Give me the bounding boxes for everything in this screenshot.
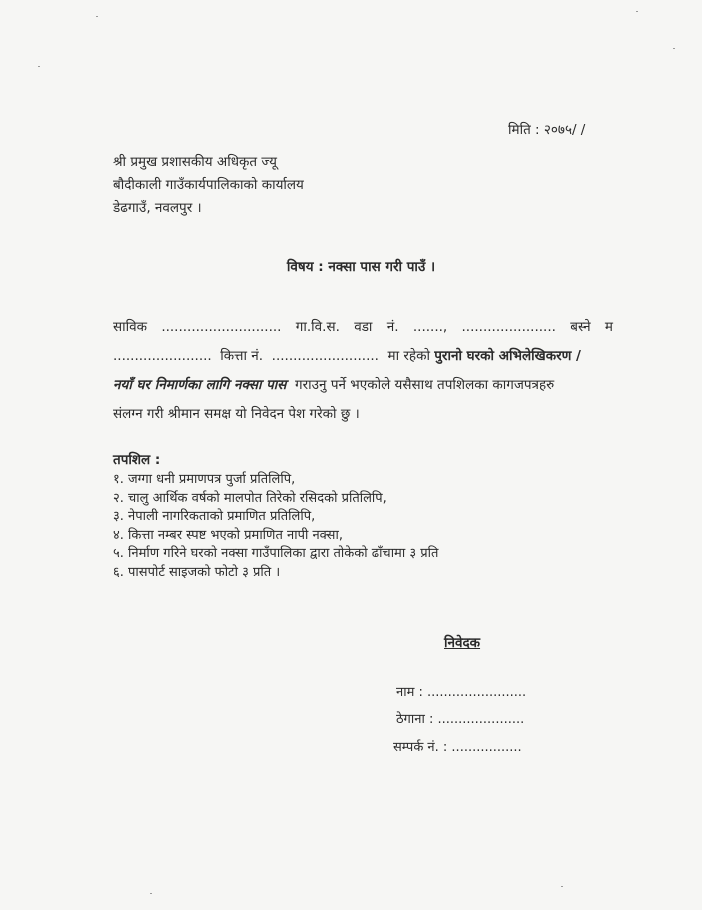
body-bold-old-house: पुरानो घरको अभिलेखिकरण / (434, 348, 581, 364)
list-item: ५. निर्माण गरिने घरको नक्सा गाउँपालिका द्वारा तोकेको ढाँचामा ३ प्रति (113, 546, 439, 561)
body-word: कित्ता नं. (220, 348, 264, 364)
blank-location: ...................... (461, 319, 556, 335)
body-line-2 (113, 342, 613, 371)
body-bold-new-house: नयाँ घर निमार्णका लागि नक्सा पास (113, 377, 287, 393)
recipient-line-2: बौदीकाली गाउँकार्यपालिकाको कार्यालय (113, 177, 304, 193)
list-item: ३. नेपाली नागरिकताको प्रमाणित प्रतिलिपि, (113, 509, 316, 524)
body-line-1 (113, 313, 613, 342)
body-word: नं. (386, 319, 399, 335)
blank-ward-name: ............................ (161, 319, 282, 335)
list-heading: तपशिल : (113, 452, 161, 468)
body-word: म (604, 319, 613, 335)
recipient-line-3: डेढगाउँ, नवलपुर । (113, 200, 202, 216)
recipient-address (113, 151, 304, 220)
body-word: बस्ने (570, 319, 591, 335)
body-text: गराउनु पर्ने भएकोले यसैसाथ तपशिलका कागजपत्रहरु (295, 377, 555, 393)
list-item: ४. कित्ता नम्बर स्पष्ट भएको प्रमाणित नापी नक्सा, (113, 527, 343, 543)
name-field: नाम : ........................ (396, 685, 527, 700)
body-word: साविक (113, 319, 147, 335)
list-item: १. जग्गा धनी प्रमाणपत्र पुर्जा प्रतिलिपि, (113, 472, 296, 487)
blank-plot-number: ......................... (271, 348, 379, 364)
body-word: वडा (354, 319, 373, 335)
subject-line: विषय : नक्सा पास गरी पाउँ । (286, 259, 436, 275)
blank-ward-number: ......., (412, 319, 448, 335)
blank-name: ....................... (113, 348, 212, 364)
body-line-3 (113, 371, 613, 400)
document-list (113, 471, 438, 582)
body-line-4: संलग्न गरी श्रीमान समक्ष यो निवेदन पेश गरेको छु । (113, 406, 360, 422)
list-item: ६. पासपोर्ट साइजको फोटो ३ प्रति । (113, 564, 281, 580)
date-line: मिति : २०७५/ / (508, 122, 586, 138)
body-word: गा.वि.स. (295, 319, 340, 335)
recipient-line-1: श्री प्रमुख प्रशासकीय अधिकृत ज्यू (113, 154, 277, 170)
contact-field: सम्पर्क नं. : ................. (393, 740, 522, 755)
body-word: मा रहेको (387, 348, 430, 364)
applicant-heading: निवेदक (444, 635, 481, 651)
list-item: २. चालु आर्थिक वर्षको मालपोत तिरेको रसिदको प्रतिलिपि, (113, 490, 387, 506)
body-paragraph (113, 313, 613, 429)
address-field: ठेगाना : ..................... (396, 712, 525, 727)
